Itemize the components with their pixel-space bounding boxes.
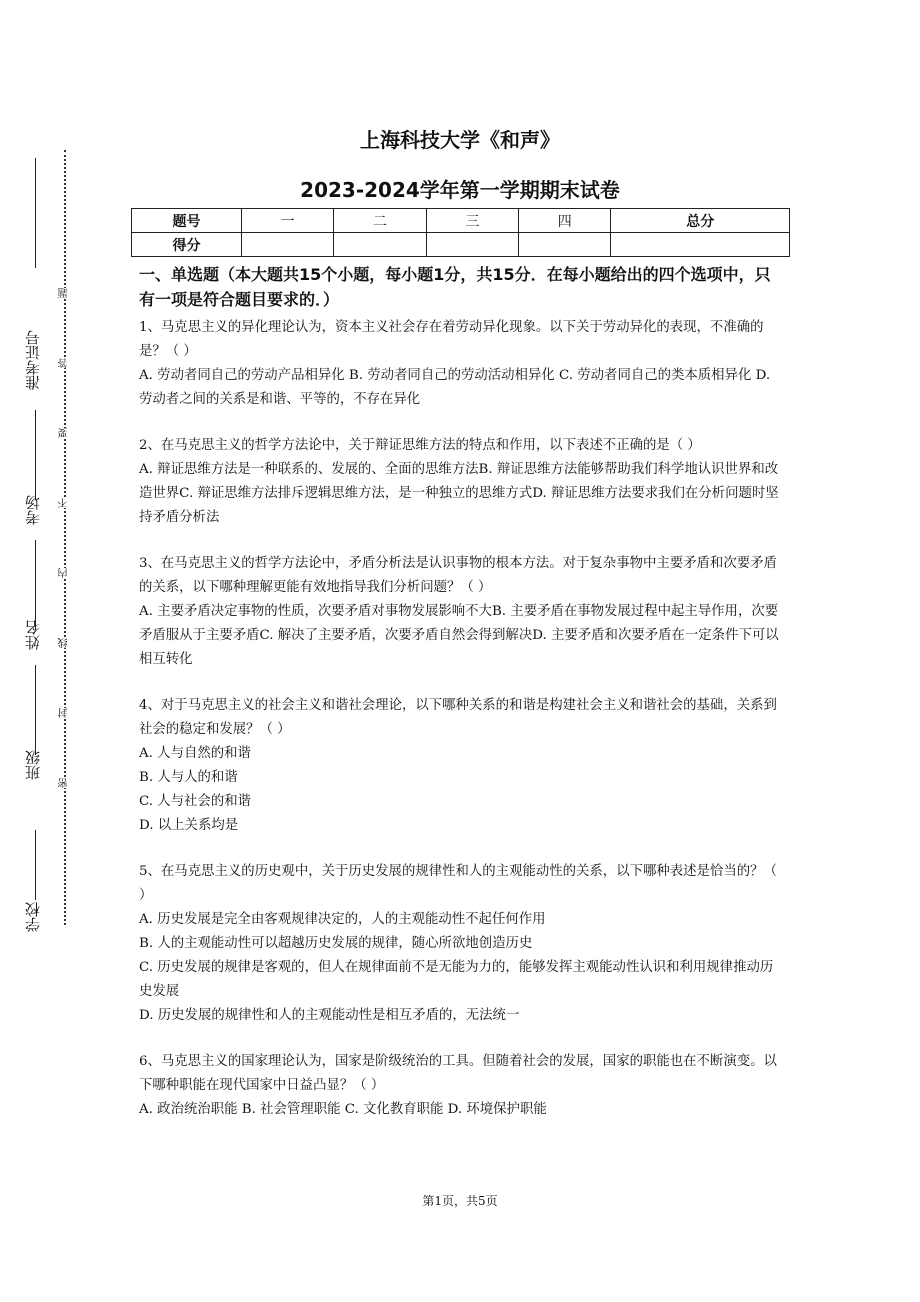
option: A. 人与自然的和谐 [139,746,251,761]
option: D. 历史发展的规律性和人的主观能动性是相互矛盾的，无法统一 [139,1008,520,1023]
score-input-cell [611,233,790,257]
question-options: A. 劳动者同自己的劳动产品相异化 B. 劳动者同自己的劳动活动相异化 C. 劳动者同自己的类本质相异化 D. 劳动者之间的关系是和谐、平等的，不存在异化 [139,368,771,407]
question [139,1050,784,1122]
option: A. 历史发展是完全由客观规律决定的，人的主观能动性不起任何作用 [139,912,546,927]
page-footer: 第1页，共5页 [422,1194,498,1208]
question [139,860,784,1028]
seal-word: 内 [59,568,70,578]
score-table [131,208,790,257]
score-input-cell [334,233,426,257]
option: B. 人与人的和谐 [139,770,238,785]
question-stem: 2、在马克思主义的哲学方法论中，关于辩证思维方法的特点和作用，以下表述不正确的是（ ） [139,438,701,453]
field-line [35,410,36,500]
option: B. 人的主观能动性可以超越历史发展的规律，随心所欲地创造历史 [139,936,533,951]
question [139,434,784,530]
score-input-cell [242,233,334,257]
score-cell: 二 [334,209,426,233]
exam-title-term: 2023-2024学年第一学期期末试卷 [300,178,620,202]
questions-area [139,262,784,1122]
question-options: A. 主要矛盾决定事物的性质，次要矛盾对事物发展影响不大B. 主要矛盾在事物发展过程中起主导作用，次要矛盾服从于主要矛盾C. 解决了主要矛盾，次要矛盾自然会得到解决D. 主要矛盾和次要矛盾在一定条件下可以相互转化 [139,604,779,667]
binding-margin [0,140,80,960]
score-cell: 四 [519,209,611,233]
question-stem: 6、马克思主义的国家理论认为，国家是阶级统治的工具。但随着社会的发展，国家的职能也在不断演变。以下哪种职能在现代国家中日益凸显？（ ） [139,1054,777,1093]
score-cell: 一 [242,209,334,233]
section-heading: 一、单选题（本大题共15个小题，每小题1分，共15分．在每小题给出的四个选项中，只有一项是符合题目要求的．） [139,265,771,309]
score-cell: 得分 [132,233,242,257]
seal-word: 要 [59,428,70,438]
question-stem: 1、马克思主义的异化理论认为，资本主义社会存在着劳动异化现象。以下关于劳动异化的表现，不准确的是？（ ） [139,320,764,359]
name-label: 姓名 [24,620,42,650]
question [139,316,784,412]
score-cell: 三 [426,209,518,233]
class-label: 班级 [24,750,42,780]
seal-dotted-line [64,150,66,925]
score-input-cell [426,233,518,257]
question-stem: 3、在马克思主义的哲学方法论中，矛盾分析法是认识事物的根本方法。对于复杂事物中主要矛盾和次要矛盾的关系，以下哪种理解更能有效地指导我们分析问题？（ ） [139,556,777,595]
score-cell: 题号 [132,209,242,233]
option: C. 人与社会的和谐 [139,794,252,809]
score-value-row [132,233,790,257]
field-line [35,540,36,630]
question-options: A. 政治统治职能 B. 社会管理职能 C. 文化教育职能 D. 环境保护职能 [139,1102,547,1117]
exam-room-label: 考场 [24,495,42,525]
seal-word: 线 [59,638,70,648]
question [139,694,784,838]
seal-word: 密 [59,778,70,788]
exam-number-label: 准考证号 [24,330,42,390]
question-stem: 4、对于马克思主义的社会主义和谐社会理论，以下哪种关系的和谐是构建社会主义和谐社会的基础，关系到社会的稳定和发展？（ ） [139,698,777,737]
question-options: A. 辩证思维方法是一种联系的、发展的、全面的思维方法B. 辩证思维方法能够帮助我们科学地认识世界和改造世界C. 辩证思维方法排斥逻辑思维方法，是一种独立的思维方式D. 辩证思维方法要求我们在分析问题时坚持矛盾分析法 [139,462,779,525]
score-cell: 总分 [611,209,790,233]
seal-word: 题 [59,288,70,298]
seal-word: 封 [59,708,70,718]
question-stem: 5、在马克思主义的历史观中，关于历史发展的规律性和人的主观能动性的关系，以下哪种表述是恰当的？（ ） [139,864,777,903]
option: D. 以上关系均是 [139,818,239,833]
exam-title-school: 上海科技大学《和声》 [360,128,560,152]
score-input-cell [519,233,611,257]
field-line [35,830,36,900]
seal-word: 不 [59,498,70,508]
school-label: 学校 [24,902,42,932]
question [139,552,784,672]
field-line [35,665,36,755]
seal-word: 答 [59,358,70,368]
option: C. 历史发展的规律是客观的，但人在规律面前不是无能为力的，能够发挥主观能动性认识和利用规律推动历史发展 [139,960,774,999]
score-header-row [132,209,790,233]
